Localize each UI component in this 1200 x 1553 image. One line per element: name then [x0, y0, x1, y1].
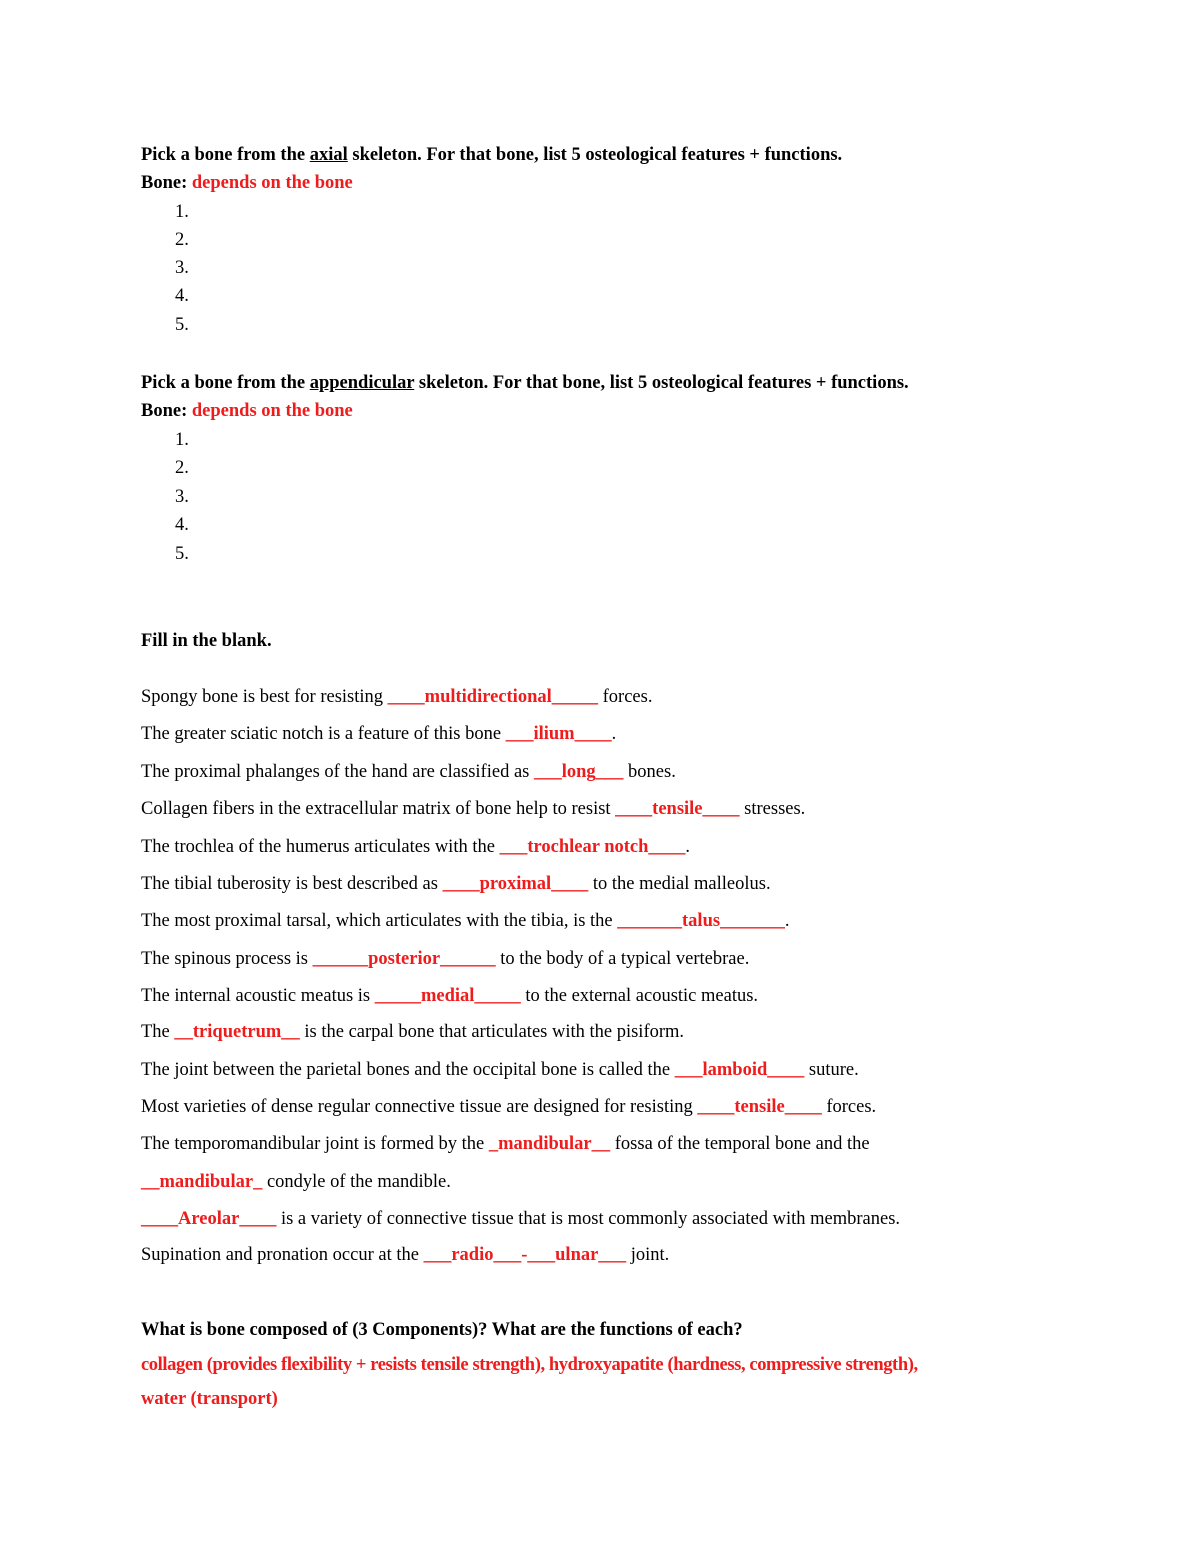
- fill-answer: multidirectional: [424, 687, 552, 707]
- fill-heading: Fill in the blank.: [141, 631, 272, 651]
- fill-line: The trochlea of the humerus articulates with the ___trochlear notch____.: [141, 837, 691, 857]
- list-item: 3.: [175, 487, 189, 507]
- fill-line: The joint between the parietal bones and the occipital bone is called the ___lamboid____ suture.: [141, 1060, 859, 1080]
- question-axial: Pick a bone from the axial skeleton. For that bone, list 5 osteological features + functions.: [141, 145, 843, 165]
- list-item: 1.: [175, 430, 189, 450]
- list-item: 3.: [175, 258, 189, 278]
- answer-line-1: collagen (provides flexibility + resists tensile strength), hydroxyapatite (hardness, compressive strength),: [141, 1355, 918, 1375]
- fill-line: The spinous process is ______posterior______ to the body of a typical vertebrae.: [141, 949, 750, 969]
- fill-answer: posterior: [368, 949, 441, 969]
- fill-answer: triquetrum: [192, 1022, 282, 1042]
- emph-axial: axial: [309, 145, 348, 165]
- fill-line: Most varieties of dense regular connective tissue are designed for resisting ____tensile____ forces.: [141, 1097, 877, 1117]
- fill-line: The __triquetrum__ is the carpal bone that articulates with the pisiform.: [141, 1022, 685, 1042]
- fill-line: ____Areolar____ is a variety of connective tissue that is most commonly associated with membranes.: [141, 1209, 901, 1229]
- list-item: 2.: [175, 230, 189, 250]
- list-item: 2.: [175, 458, 189, 478]
- fill-answer: lamboid: [702, 1060, 768, 1080]
- bone-answer: depends on the bone: [191, 401, 353, 421]
- fill-answer: radio: [451, 1245, 494, 1265]
- list-item: 4.: [175, 515, 189, 535]
- bone-line-appendicular: Bone: depends on the bone: [141, 401, 353, 421]
- fill-answer: long: [561, 762, 596, 782]
- fill-answer: medial: [421, 986, 475, 1006]
- question-appendicular: Pick a bone from the appendicular skeleton. For that bone, list 5 osteological features + functions.: [141, 373, 909, 393]
- fill-line: __mandibular_ condyle of the mandible.: [141, 1172, 451, 1192]
- fill-answer: tensile: [734, 1097, 785, 1117]
- list-item: 5.: [175, 544, 189, 564]
- fill-answer: proximal: [479, 874, 552, 894]
- fill-line: Spongy bone is best for resisting ____multidirectional_____ forces.: [141, 687, 653, 707]
- fill-line-radioulnar: Supination and pronation occur at the ___radio___-___ulnar___ joint.: [141, 1245, 670, 1265]
- fill-line: The most proximal tarsal, which articulates with the tibia, is the _______talus_______.: [141, 911, 790, 931]
- list-item: 4.: [175, 286, 189, 306]
- emph-appendicular: appendicular: [309, 373, 415, 393]
- fill-answer: ulnar: [555, 1245, 599, 1265]
- fill-answer: Areolar: [178, 1209, 240, 1229]
- list-item: 5.: [175, 315, 189, 335]
- fill-line: The internal acoustic meatus is _____medial_____ to the external acoustic meatus.: [141, 986, 759, 1006]
- fill-line: Collagen fibers in the extracellular matrix of bone help to resist ____tensile____ stresses.: [141, 799, 806, 819]
- fill-answer: ilium: [533, 724, 575, 744]
- fill-answer: mandibular: [159, 1172, 254, 1192]
- question-bone-composition: What is bone composed of (3 Components)? What are the functions of each?: [141, 1320, 743, 1340]
- fill-line: The tibial tuberosity is best described as ____proximal____ to the medial malleolus.: [141, 874, 771, 894]
- bone-answer: depends on the bone: [191, 173, 353, 193]
- bone-line-axial: Bone: depends on the bone: [141, 173, 353, 193]
- fill-answer: talus: [682, 911, 721, 931]
- fill-line: The temporomandibular joint is formed by the _mandibular__ fossa of the temporal bone and the: [141, 1134, 870, 1154]
- fill-line: The proximal phalanges of the hand are classified as ___long___ bones.: [141, 762, 676, 782]
- fill-answer: trochlear notch: [527, 837, 649, 857]
- fill-answer: tensile: [652, 799, 703, 819]
- fill-answer: mandibular: [498, 1134, 592, 1154]
- answer-line-2: water (transport): [141, 1389, 278, 1409]
- fill-line: The greater sciatic notch is a feature of this bone ___ilium____.: [141, 724, 617, 744]
- list-item: 1.: [175, 202, 189, 222]
